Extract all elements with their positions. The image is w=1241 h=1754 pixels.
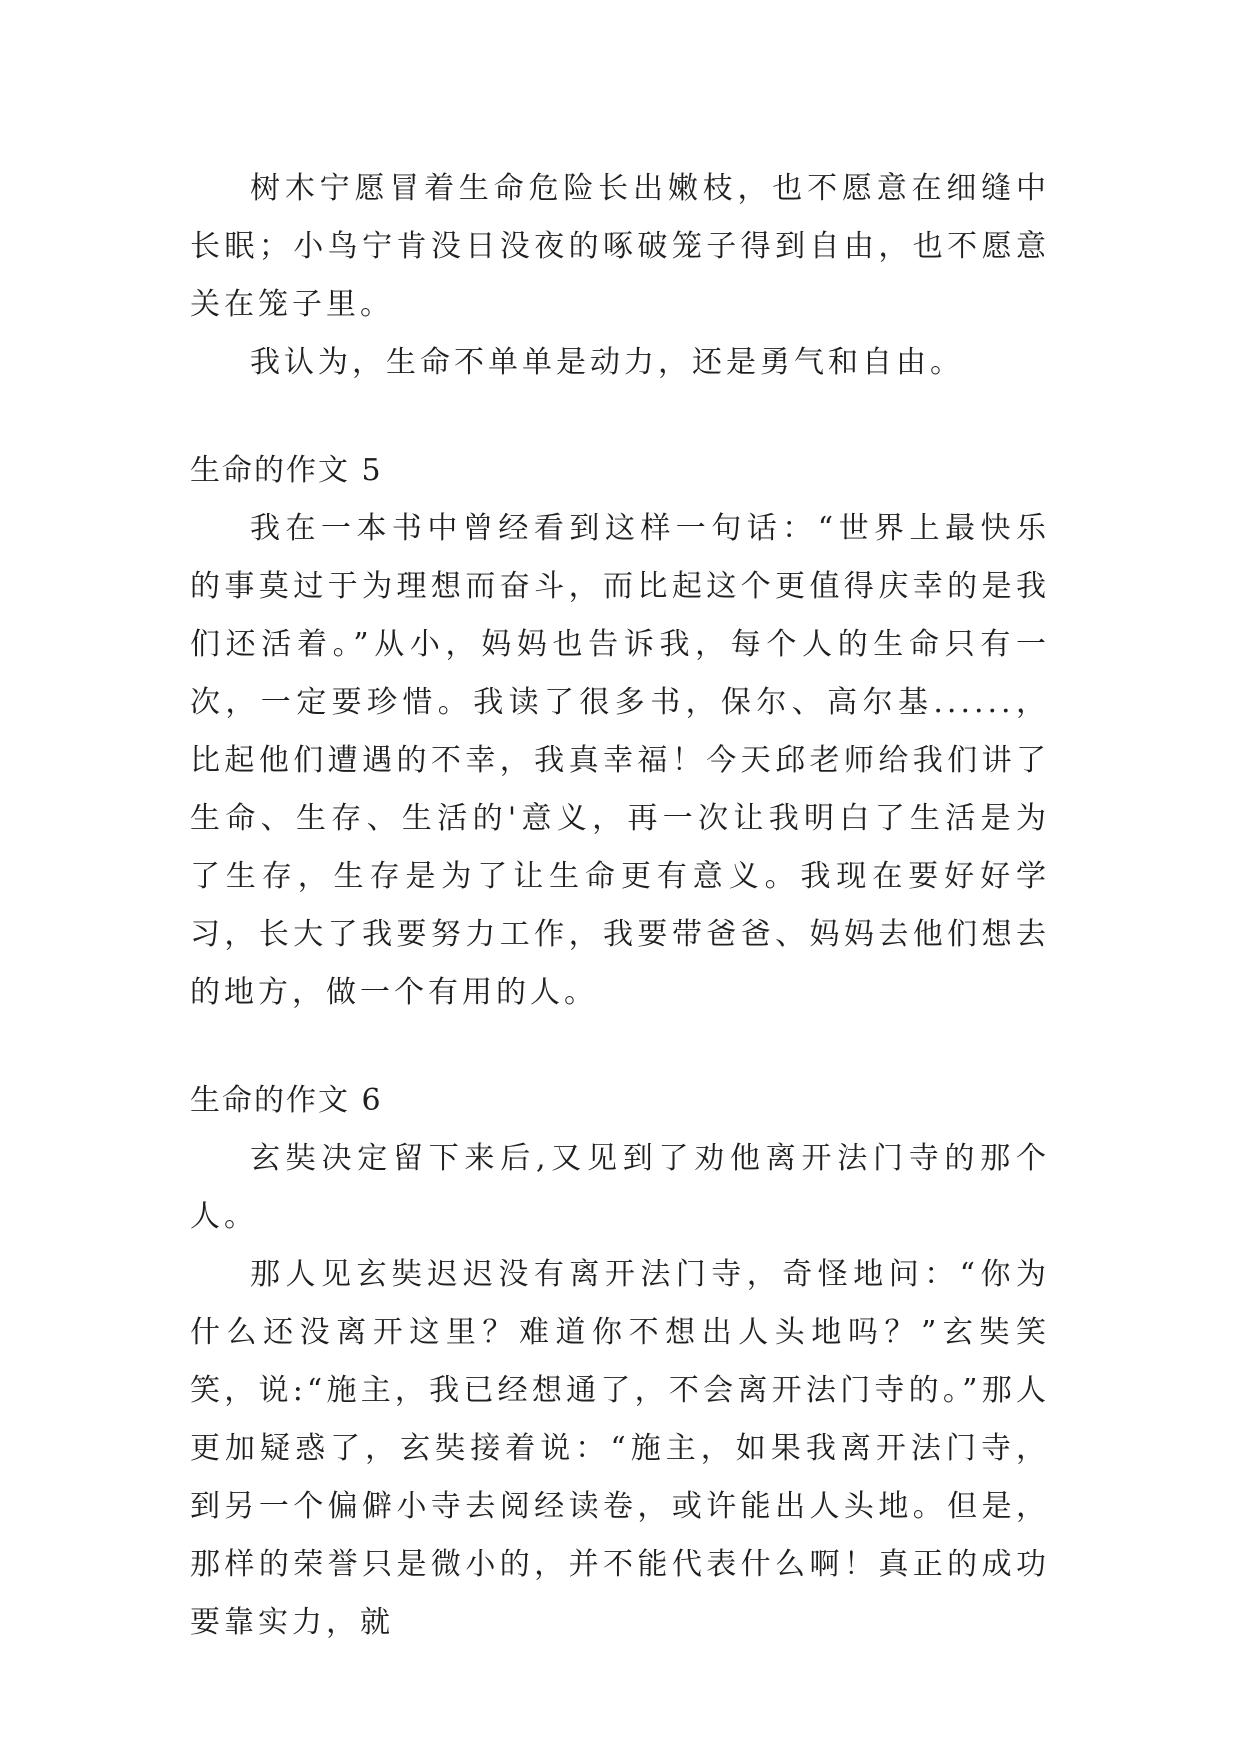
essay-6-paragraph-2: 那人见玄奘迟迟没有离开法门寺，奇怪地问：“你为什么还没离开这里？难道你不想出人头地吗？”玄奘笑笑，说:“施主，我已经想通了，不会离开法门寺的。”那人更加疑惑了，玄奘接着说：“施主，如果我离开法门寺，到另一个偏僻小寺去阅经读卷，或许能出人头地。但是，那样的荣誉只是微小的，并不能代表什么啊！真正的成功要靠实力，就	[190, 1257, 1050, 1640]
intro-paragraph-1: 树木宁愿冒着生命危险长出嫩枝，也不愿意在细缝中长眠；小鸟宁肯没日没夜的啄破笼子得到自由，也不愿意关在笼子里。	[190, 171, 1050, 322]
essay-6-paragraph-1: 玄奘决定留下来后,又见到了劝他离开法门寺的那个人。	[190, 1141, 1050, 1234]
essay-5-paragraph-1: 我在一本书中曾经看到这样一句话：“世界上最快乐的事莫过于为理想而奋斗，而比起这个更值得庆幸的是我们还活着。”从小，妈妈也告诉我，每个人的生命只有一次，一定要珍惜。我读了很多书，保尔、高尔基......，比起他们遭遇的不幸，我真幸福！今天邱老师给我们讲了生命、生存、生活的'意义，再一次让我明白了生活是为了生存，生存是为了让生命更有意义。我现在要好好学习，长大了我要努力工作，我要带爸爸、妈妈去他们想去的地方，做一个有用的人。	[190, 511, 1050, 1010]
section-spacer	[190, 392, 1050, 442]
section-spacer	[190, 1022, 1050, 1072]
document-page	[190, 160, 1050, 1652]
essay-5-title: 生命的作文 5	[190, 453, 383, 488]
intro-paragraph-2: 我认为，生命不单单是动力，还是勇气和自由。	[250, 345, 964, 380]
essay-6-title: 生命的作文 6	[190, 1083, 383, 1118]
